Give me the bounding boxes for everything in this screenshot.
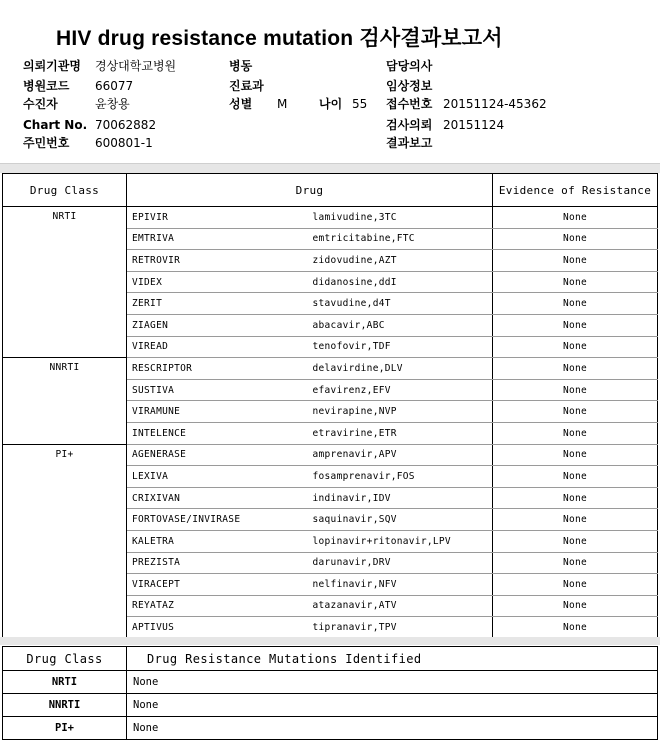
- generic-name-cell: didanosine,ddI: [307, 271, 493, 293]
- dept-label: 진료과: [229, 79, 264, 93]
- evidence-cell: None: [493, 444, 658, 466]
- drug-class-cell: NNRTI: [3, 358, 127, 444]
- clinical-label: 임상정보: [386, 79, 433, 93]
- summary-class-cell: NNRTI: [3, 694, 127, 717]
- id-field: [23, 136, 69, 150]
- name-field: [23, 97, 58, 111]
- evidence-cell: None: [493, 401, 658, 423]
- evidence-cell: None: [493, 336, 658, 358]
- generic-name-cell: fosamprenavir,FOS: [307, 466, 493, 488]
- brand-name-cell: RESCRIPTOR: [127, 358, 307, 380]
- header-drug-class: Drug Class: [3, 174, 127, 207]
- brand-name-cell: RETROVIR: [127, 250, 307, 272]
- request-label: 검사의뢰: [386, 118, 433, 132]
- summary-row: [3, 671, 658, 694]
- report-title: HIV drug resistance mutation 검사결과보고서: [56, 27, 503, 50]
- brand-name-cell: CRIXIVAN: [127, 487, 307, 509]
- evidence-cell: None: [493, 358, 658, 380]
- generic-name-cell: tipranavir,TPV: [307, 617, 493, 639]
- summary-class-cell: PI+: [3, 717, 127, 740]
- summary-header-mutations: Drug Resistance Mutations Identified: [127, 647, 658, 671]
- brand-name-cell: SUSTIVA: [127, 379, 307, 401]
- evidence-cell: None: [493, 574, 658, 596]
- result-label: 결과보고: [386, 136, 433, 150]
- mutation-summary-table: [2, 646, 658, 740]
- generic-name-cell: lopinavir+ritonavir,LPV: [307, 530, 493, 552]
- chart-value: 70062882: [95, 118, 157, 132]
- brand-name-cell: EPIVIR: [127, 207, 307, 229]
- brand-name-cell: AGENERASE: [127, 444, 307, 466]
- brand-name-cell: INTELENCE: [127, 422, 307, 444]
- drug-class-cell: NRTI: [3, 207, 127, 358]
- drug-class-cell: PI+: [3, 444, 127, 638]
- brand-name-cell: LEXIVA: [127, 466, 307, 488]
- brand-name-cell: KALETRA: [127, 530, 307, 552]
- evidence-cell: None: [493, 530, 658, 552]
- brand-name-cell: PREZISTA: [127, 552, 307, 574]
- code-field: [23, 79, 69, 93]
- table-row: [3, 358, 658, 380]
- generic-name-cell: tenofovir,TDF: [307, 336, 493, 358]
- generic-name-cell: amprenavir,APV: [307, 444, 493, 466]
- evidence-cell: None: [493, 293, 658, 315]
- evidence-cell: None: [493, 207, 658, 229]
- doctor-label: 담당의사: [386, 59, 433, 73]
- generic-name-cell: abacavir,ABC: [307, 314, 493, 336]
- table-row: [3, 207, 658, 229]
- generic-name-cell: delavirdine,DLV: [307, 358, 493, 380]
- header-evidence: Evidence of Resistance: [493, 174, 658, 207]
- brand-name-cell: ZIAGEN: [127, 314, 307, 336]
- summary-row: [3, 717, 658, 740]
- evidence-cell: None: [493, 422, 658, 444]
- age-label: 나이: [319, 97, 343, 111]
- sex-label: 성별: [229, 97, 253, 111]
- ward-label: 병동: [229, 59, 253, 73]
- drug-resistance-table: [2, 173, 658, 639]
- brand-name-cell: APTIVUS: [127, 617, 307, 639]
- generic-name-cell: nelfinavir,NFV: [307, 574, 493, 596]
- evidence-cell: None: [493, 314, 658, 336]
- generic-name-cell: lamivudine,3TC: [307, 207, 493, 229]
- brand-name-cell: VIREAD: [127, 336, 307, 358]
- section-divider: [0, 637, 660, 645]
- summary-mutation-cell: None: [127, 671, 658, 694]
- brand-name-cell: ZERIT: [127, 293, 307, 315]
- brand-name-cell: VIRAMUNE: [127, 401, 307, 423]
- code-value: 66077: [95, 79, 134, 93]
- generic-name-cell: nevirapine,NVP: [307, 401, 493, 423]
- generic-name-cell: saquinavir,SQV: [307, 509, 493, 531]
- generic-name-cell: darunavir,DRV: [307, 552, 493, 574]
- generic-name-cell: zidovudine,AZT: [307, 250, 493, 272]
- id-value: 600801-1: [95, 136, 153, 150]
- summary-header-row: [3, 647, 658, 671]
- name-label: 수진자: [23, 97, 58, 111]
- summary-mutation-cell: None: [127, 717, 658, 740]
- evidence-cell: None: [493, 595, 658, 617]
- brand-name-cell: VIRACEPT: [127, 574, 307, 596]
- hospital-field: [23, 59, 81, 73]
- evidence-cell: None: [493, 487, 658, 509]
- summary-row: [3, 694, 658, 717]
- table-row: [3, 444, 658, 466]
- brand-name-cell: VIDEX: [127, 271, 307, 293]
- header-drug: Drug: [127, 174, 493, 207]
- summary-class-cell: NRTI: [3, 671, 127, 694]
- brand-name-cell: FORTOVASE/INVIRASE: [127, 509, 307, 531]
- evidence-cell: None: [493, 250, 658, 272]
- generic-name-cell: efavirenz,EFV: [307, 379, 493, 401]
- evidence-cell: None: [493, 379, 658, 401]
- generic-name-cell: indinavir,IDV: [307, 487, 493, 509]
- chart-label: Chart No.: [23, 118, 88, 132]
- chart-field: [23, 118, 87, 132]
- generic-name-cell: atazanavir,ATV: [307, 595, 493, 617]
- summary-header-class: Drug Class: [3, 647, 127, 671]
- receipt-label: 접수번호: [386, 97, 433, 111]
- summary-mutation-cell: None: [127, 694, 658, 717]
- brand-name-cell: EMTRIVA: [127, 228, 307, 250]
- section-divider: [0, 163, 660, 173]
- evidence-cell: None: [493, 552, 658, 574]
- evidence-cell: None: [493, 466, 658, 488]
- age-value: 55: [352, 97, 368, 111]
- evidence-cell: None: [493, 617, 658, 639]
- brand-name-cell: REYATAZ: [127, 595, 307, 617]
- generic-name-cell: etravirine,ETR: [307, 422, 493, 444]
- generic-name-cell: emtricitabine,FTC: [307, 228, 493, 250]
- hospital-label: 의뢰기관명: [23, 59, 81, 73]
- code-label: 병원코드: [23, 79, 70, 93]
- request-value: 20151124: [443, 118, 505, 132]
- evidence-cell: None: [493, 228, 658, 250]
- evidence-cell: None: [493, 509, 658, 531]
- hospital-value: 경상대학교병원: [95, 59, 177, 73]
- report-header: [0, 0, 660, 163]
- table-header-row: [3, 174, 658, 207]
- receipt-value: 20151124-45362: [443, 97, 547, 111]
- name-value: 윤창용: [95, 97, 130, 111]
- evidence-cell: None: [493, 271, 658, 293]
- generic-name-cell: stavudine,d4T: [307, 293, 493, 315]
- sex-value: M: [277, 97, 288, 111]
- id-label: 주민번호: [23, 136, 70, 150]
